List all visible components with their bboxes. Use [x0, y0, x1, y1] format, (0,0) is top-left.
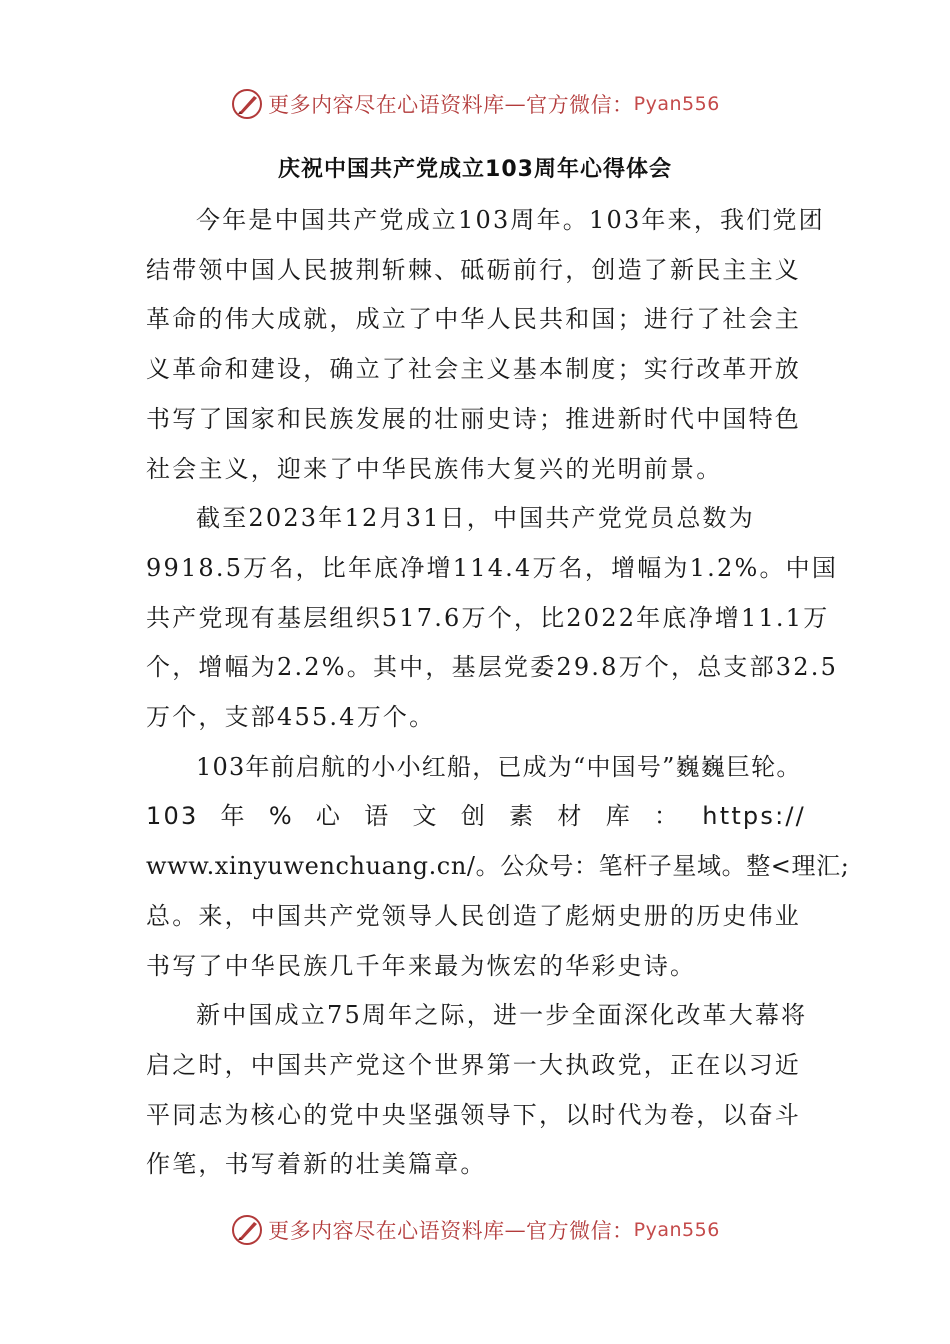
- footer-watermark: [0, 1208, 950, 1252]
- spread-char: 材: [557, 802, 584, 831]
- spread-char: 心: [315, 802, 343, 831]
- quill-logo-icon: [230, 87, 264, 121]
- spread-char: %: [268, 802, 294, 831]
- spread-char: 语: [364, 802, 391, 831]
- watermark-separator: —: [504, 92, 527, 116]
- watermark-separator: —: [504, 1218, 527, 1242]
- paragraph-4: [146, 991, 806, 1190]
- paragraph-line: 革命的伟大成就，成立了中华人民共和国；进行了社会主: [146, 305, 801, 334]
- watermark-account-handle: Pyan556: [633, 93, 720, 115]
- spread-char: 创: [460, 802, 488, 831]
- watermark-text: 更多内容尽在心语资料库: [268, 93, 505, 117]
- paragraph-line: 启之时，中国共产党这个世界第一大执政党，正在以习近: [146, 1050, 801, 1079]
- watermark-account-handle: Pyan556: [633, 1219, 720, 1241]
- spread-char: 库: [605, 802, 632, 831]
- paragraph-2: [146, 494, 839, 743]
- paragraph-line: www.xinyuwenchuang.cn/。公众号：笔杆子星域。整<理汇;: [146, 852, 850, 881]
- paragraph-3: [146, 743, 850, 992]
- paragraph-line: 平同志为核心的党中央坚强领导下，以时代为卷，以奋斗: [146, 1100, 801, 1129]
- watermark-account-label: 官方微信：: [526, 1219, 634, 1243]
- paragraph-line: 万个，支部455.4万个。: [146, 703, 436, 732]
- spread-char: https://: [702, 802, 806, 831]
- paragraph-line: 义革命和建设，确立了社会主义基本制度；实行改革开放: [146, 355, 801, 384]
- paragraph-line: 书写了国家和民族发展的壮丽史诗；推进新时代中国特色: [146, 404, 801, 433]
- document-title: 庆祝中国共产党成立103周年心得体会: [278, 157, 672, 182]
- paragraph-line: 作笔，书写着新的壮美篇章。: [146, 1150, 487, 1179]
- watermark-account-label: 官方微信：: [526, 93, 634, 117]
- spread-char: 年: [220, 802, 247, 831]
- paragraph-line: 103年前启航的小小红船，已成为“中国号”巍巍巨轮。: [196, 752, 802, 781]
- watermark-text: 更多内容尽在心语资料库: [268, 1219, 505, 1243]
- paragraph-line: 社会主义，迎来了中华民族伟大复兴的光明前景。: [146, 454, 723, 483]
- spread-char: 文: [412, 802, 439, 831]
- spread-char: 103: [146, 802, 199, 831]
- paragraph-line: 今年是中国共产党成立103周年。103年来，我们党团: [196, 206, 825, 234]
- quill-logo-icon: [230, 1213, 264, 1247]
- paragraph-1: [146, 196, 825, 494]
- paragraph-line: 截至2023年12月31日，中国共产党党员总数为: [196, 504, 755, 533]
- document-body: [146, 196, 850, 1190]
- spread-char: ：: [654, 802, 681, 831]
- spread-char: 素: [509, 802, 536, 831]
- paragraph-line: 个，增幅为2.2%。其中，基层党委29.8万个，总支部32.5: [146, 653, 839, 682]
- paragraph-line: 新中国成立75周年之际，进一步全面深化改革大幕将: [196, 1001, 808, 1030]
- paragraph-line: 总。来，中国共产党领导人民创造了彪炳史册的历史伟业: [146, 901, 801, 930]
- paragraph-line: 书写了中华民族几千年来最为恢宏的华彩史诗。: [146, 951, 697, 980]
- paragraph-line: 结带领中国人民披荆斩棘、砥砺前行，创造了新民主主义: [146, 255, 801, 284]
- header-watermark: [0, 82, 950, 126]
- paragraph-line: 9918.5万名，比年底净增114.4万名，增幅为1.2%。中国: [146, 553, 839, 582]
- paragraph-line: 共产党现有基层组织517.6万个，比2022年底净增11.1万: [146, 603, 830, 632]
- spread-text-line: [146, 792, 806, 842]
